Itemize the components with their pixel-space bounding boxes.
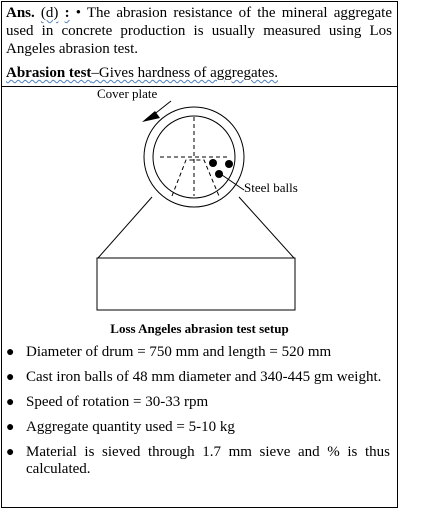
answer-option: (d)	[40, 5, 59, 21]
answer-text: The abrasion resistance of the mineral aggregate used in concrete production is usually measured using Los Angeles abrasion test.	[6, 5, 393, 57]
bullet-icon: ●	[6, 395, 15, 410]
list-item	[0, 394, 396, 411]
list-item-text: Diameter of drum = 750 mm and length = 520 mm	[26, 344, 332, 360]
steel-balls-label: Steel balls	[244, 180, 298, 195]
cover-plate-label: Cover plate	[97, 86, 158, 101]
bullet-icon: ●	[6, 370, 15, 385]
list-item-text: Speed of rotation = 30-33 rpm	[26, 394, 209, 410]
list-item-text: Cast iron balls of 48 mm diameter and 340-445 gm weight.	[26, 369, 382, 385]
specification-list	[0, 344, 396, 486]
steel-ball	[209, 159, 217, 167]
list-item	[0, 419, 396, 436]
list-item-text: Material is sieved through 1.7 mm sieve and % is thus calculated.	[26, 444, 390, 477]
left-support-leg	[98, 197, 152, 258]
abrasion-test-term: Abrasion test	[6, 65, 92, 81]
list-item-text: Aggregate quantity used = 5-10 kg	[26, 419, 235, 435]
cover-plate-arrow-icon	[142, 111, 160, 122]
bullet-icon: ●	[6, 420, 15, 435]
answer-colon: :	[64, 5, 70, 21]
diagram-caption: Loss Angeles abrasion test setup	[110, 321, 289, 336]
abrasion-test-definition: –Gives hardness of aggregates.	[91, 65, 279, 81]
drum-outer-circle	[144, 107, 244, 207]
bullet-icon: ●	[6, 445, 15, 460]
steel-ball	[215, 170, 223, 178]
steel-ball	[225, 160, 233, 168]
list-item	[0, 369, 396, 386]
answer-bullet: •	[75, 5, 81, 21]
machine-base	[97, 258, 295, 310]
right-support-leg	[239, 197, 294, 258]
answer-prefix: Ans.	[6, 5, 35, 21]
list-item	[0, 344, 396, 361]
list-item	[0, 444, 396, 478]
bullet-icon: ●	[6, 345, 15, 360]
